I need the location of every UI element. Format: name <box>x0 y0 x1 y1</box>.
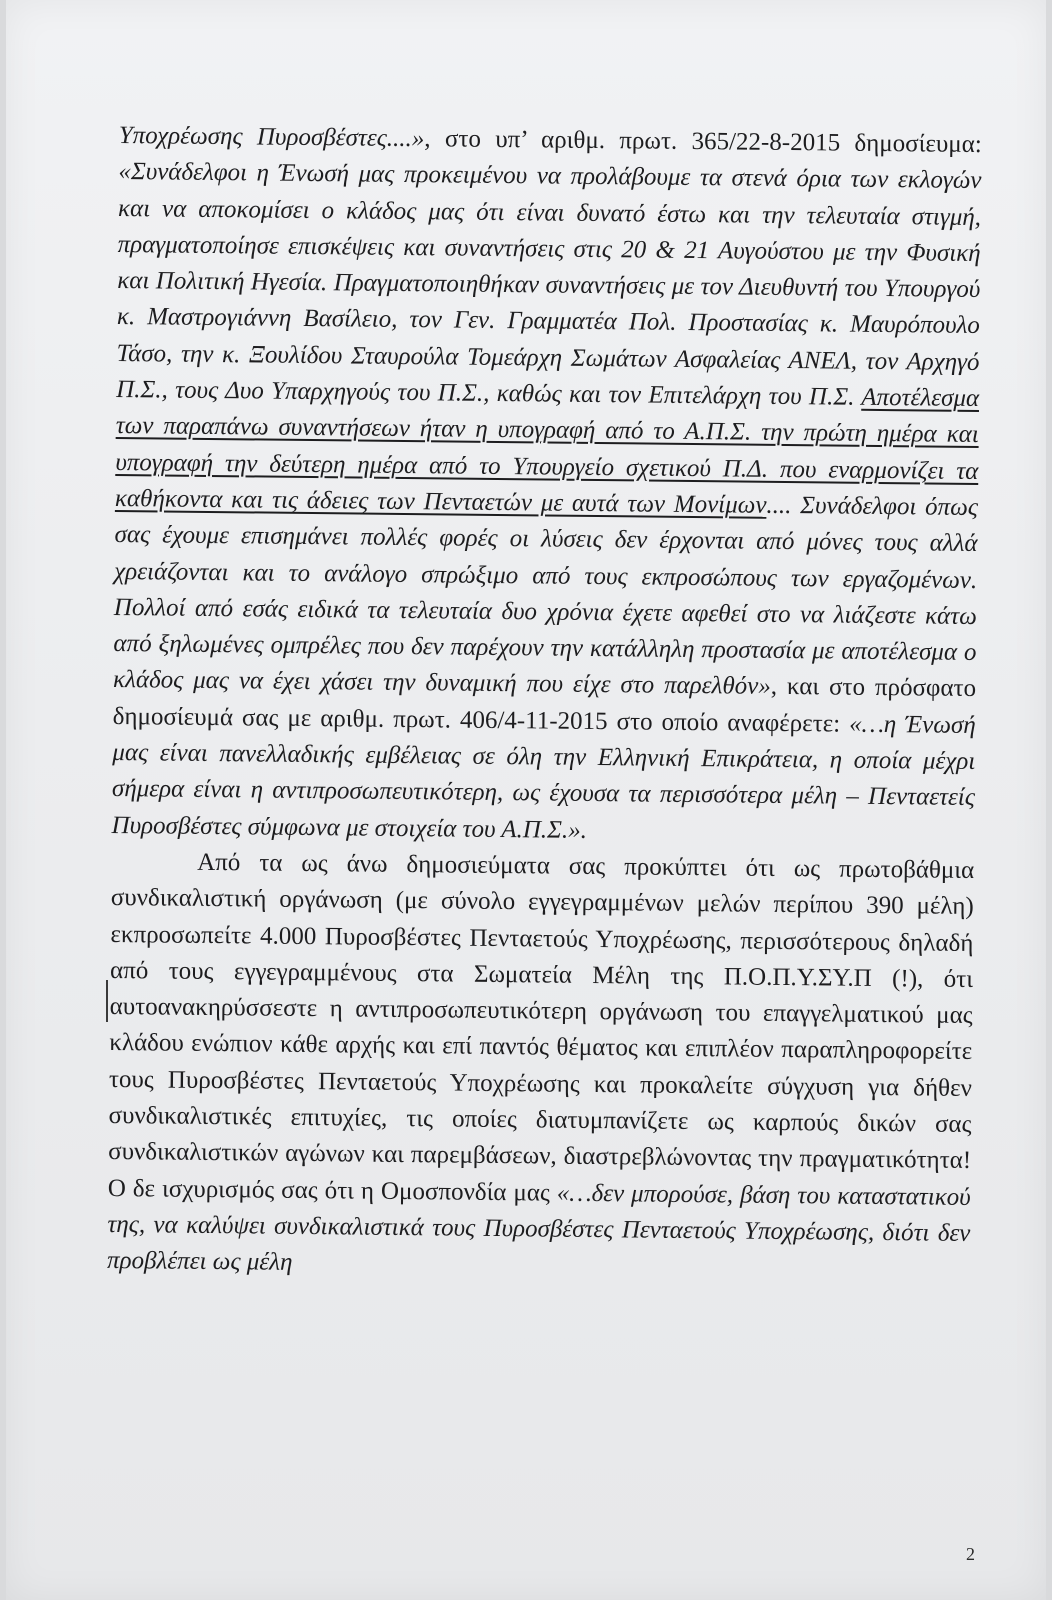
quote-text-continued: .... Συνάδελφοι όπως σας έχουμε επισημάνει πολλές φορές οι λύσεις δεν έρχονται από μόνες τους αλλά χρειάζονται και το ανάλογο σπρώξιμο από τους εκπροσώπους των εργαζομένων. Πολλοί από εσάς ειδικά τα τελευταία δυο χρόνια έχετε αφεθεί στο να λιάζεστε κάτω από ξηλωμένες ομπρέλες που δεν παρέχουν την κατάλληλη προστασία με αποτέλεσμα ο κλάδος μας να έχει χάσει την δυναμική που είχε στο παρελθόν» <box>112 491 979 701</box>
quote-text: «Συνάδελφοι η Ένωσή μας προκειμένου να προλάβουμε τα στενά όρια των εκλογών και να αποκομίσει ο κλάδος μας ότι είναι δυνατό έστω και την τελευταία στιγμή, πραγματοποίησε επισκέψεις και συναντήσεις στις 20 & 21 Αυγούστου με την Φυσική και Πολιτική Ηγεσία. Πραγματοποιηθήκαν συναντήσεις με τον Διευθυντή του Υπουργού κ. Μαστρογιάννη Βασίλειο, τον Γεν. Γραμματέα Πολ. Προστασίας κ. Μαυρόπουλο Τάσο, την κ. Ξουλίδου Σταυρούλα Τομεάρχη Σωμάτων Ασφαλείας ΑΝΕΛ, τον Αρχηγό Π.Σ., τους Δυο Υπαρχηγούς του Π.Σ., καθώς και τον Επιτελάρχη του Π.Σ. <box>116 158 982 411</box>
underlined-quote: Αποτέλεσμα των παραπάνω συναντήσεων ήταν η υπογραφή από το Α.Π.Σ. την πρώτη ημέρα και υπογραφή την δεύτερη ημέρα από το Υπουργείο σχετικού Π.Δ. που εναρμονίζει τα καθήκοντα και τις άδειες των Πενταετών με αυτά των Μονίμων <box>114 383 980 519</box>
paragraph-2 <box>107 844 975 1289</box>
margin-mark <box>106 980 108 1022</box>
reference-text: , στο υπ’ αριθμ. πρωτ. 365/22-8-2015 δημοσίευμα: <box>424 125 982 159</box>
quote-text-2: «…η Ένωσή μας είναι πανελλαδικής εμβέλειας σε όλη την Ελληνική Επικράτεια, η οποία μέχρι σήμερα είναι η αντιπροσωπευτικότερη, ως έχουσα τα περισσότερα μέλη – Πενταετείς Πυροσβέστες σύμφωνα με στοιχεία του Α.Π.Σ.». <box>111 710 976 844</box>
paragraph-1 <box>111 118 982 853</box>
document-page <box>6 0 1046 1600</box>
reference-text-2: , και στο πρόσφατο δημοσίευμά σας με αριθμ. πρωτ. 406/4-11-2015 στο οποίο αναφέρετε: <box>112 673 977 738</box>
body-text: Από τα ως άνω δημοσιεύματα σας προκύπτει ότι ως πρωτοβάθμια συνδικαλιστική οργάνωση (με σύνολο εγγεγραμμένων μελών περίπου 390 μέλη) εκπροσωπείτε 4.000 Πυροσβέστες Πενταετούς Υποχρέωσης, περισσότερους δηλαδή από τους εγγεγραμμένους στα Σωματεία Μέλη της Π.Ο.Π.Υ.ΣΥ.Π (!), ότι αυτοανακηρύσσεστε η αντιπροσωπευτικότερη οργάνωση του επαγγελματικού μας κλάδου ενώπιον κάθε αρχής και επί παντός θέματος και επιπλέον παραπληροφορείτε τους Πυροσβέστες Πενταετούς Υποχρέωσης και προκαλείτε σύγχυση για δήθεν συνδικαλιστικές επιτυχίες, τις οποίες διατυμπανίζετε ως καρπούς δικών σας συνδικαλιστικών αγώνων και παρεμβάσεων, διαστρεβλώνοντας την πραγματικότητα! Ο δε ισχυρισμός σας ότι η Ομοσπονδία μας <box>107 848 975 1207</box>
page-number: 2 <box>966 1544 975 1564</box>
quote-text-3: «…δεν μπορούσε, βάση του καταστατικού της, να καλύψει συνδικαλιστικά τους Πυροσβέστες Πενταετούς Υποχρέωσης, διότι δεν προβλέπει ως μέλη <box>106 1179 971 1277</box>
quote-fragment: Υποχρέωσης Πυροσβέστες....» <box>118 121 425 153</box>
document-body <box>107 118 982 1288</box>
